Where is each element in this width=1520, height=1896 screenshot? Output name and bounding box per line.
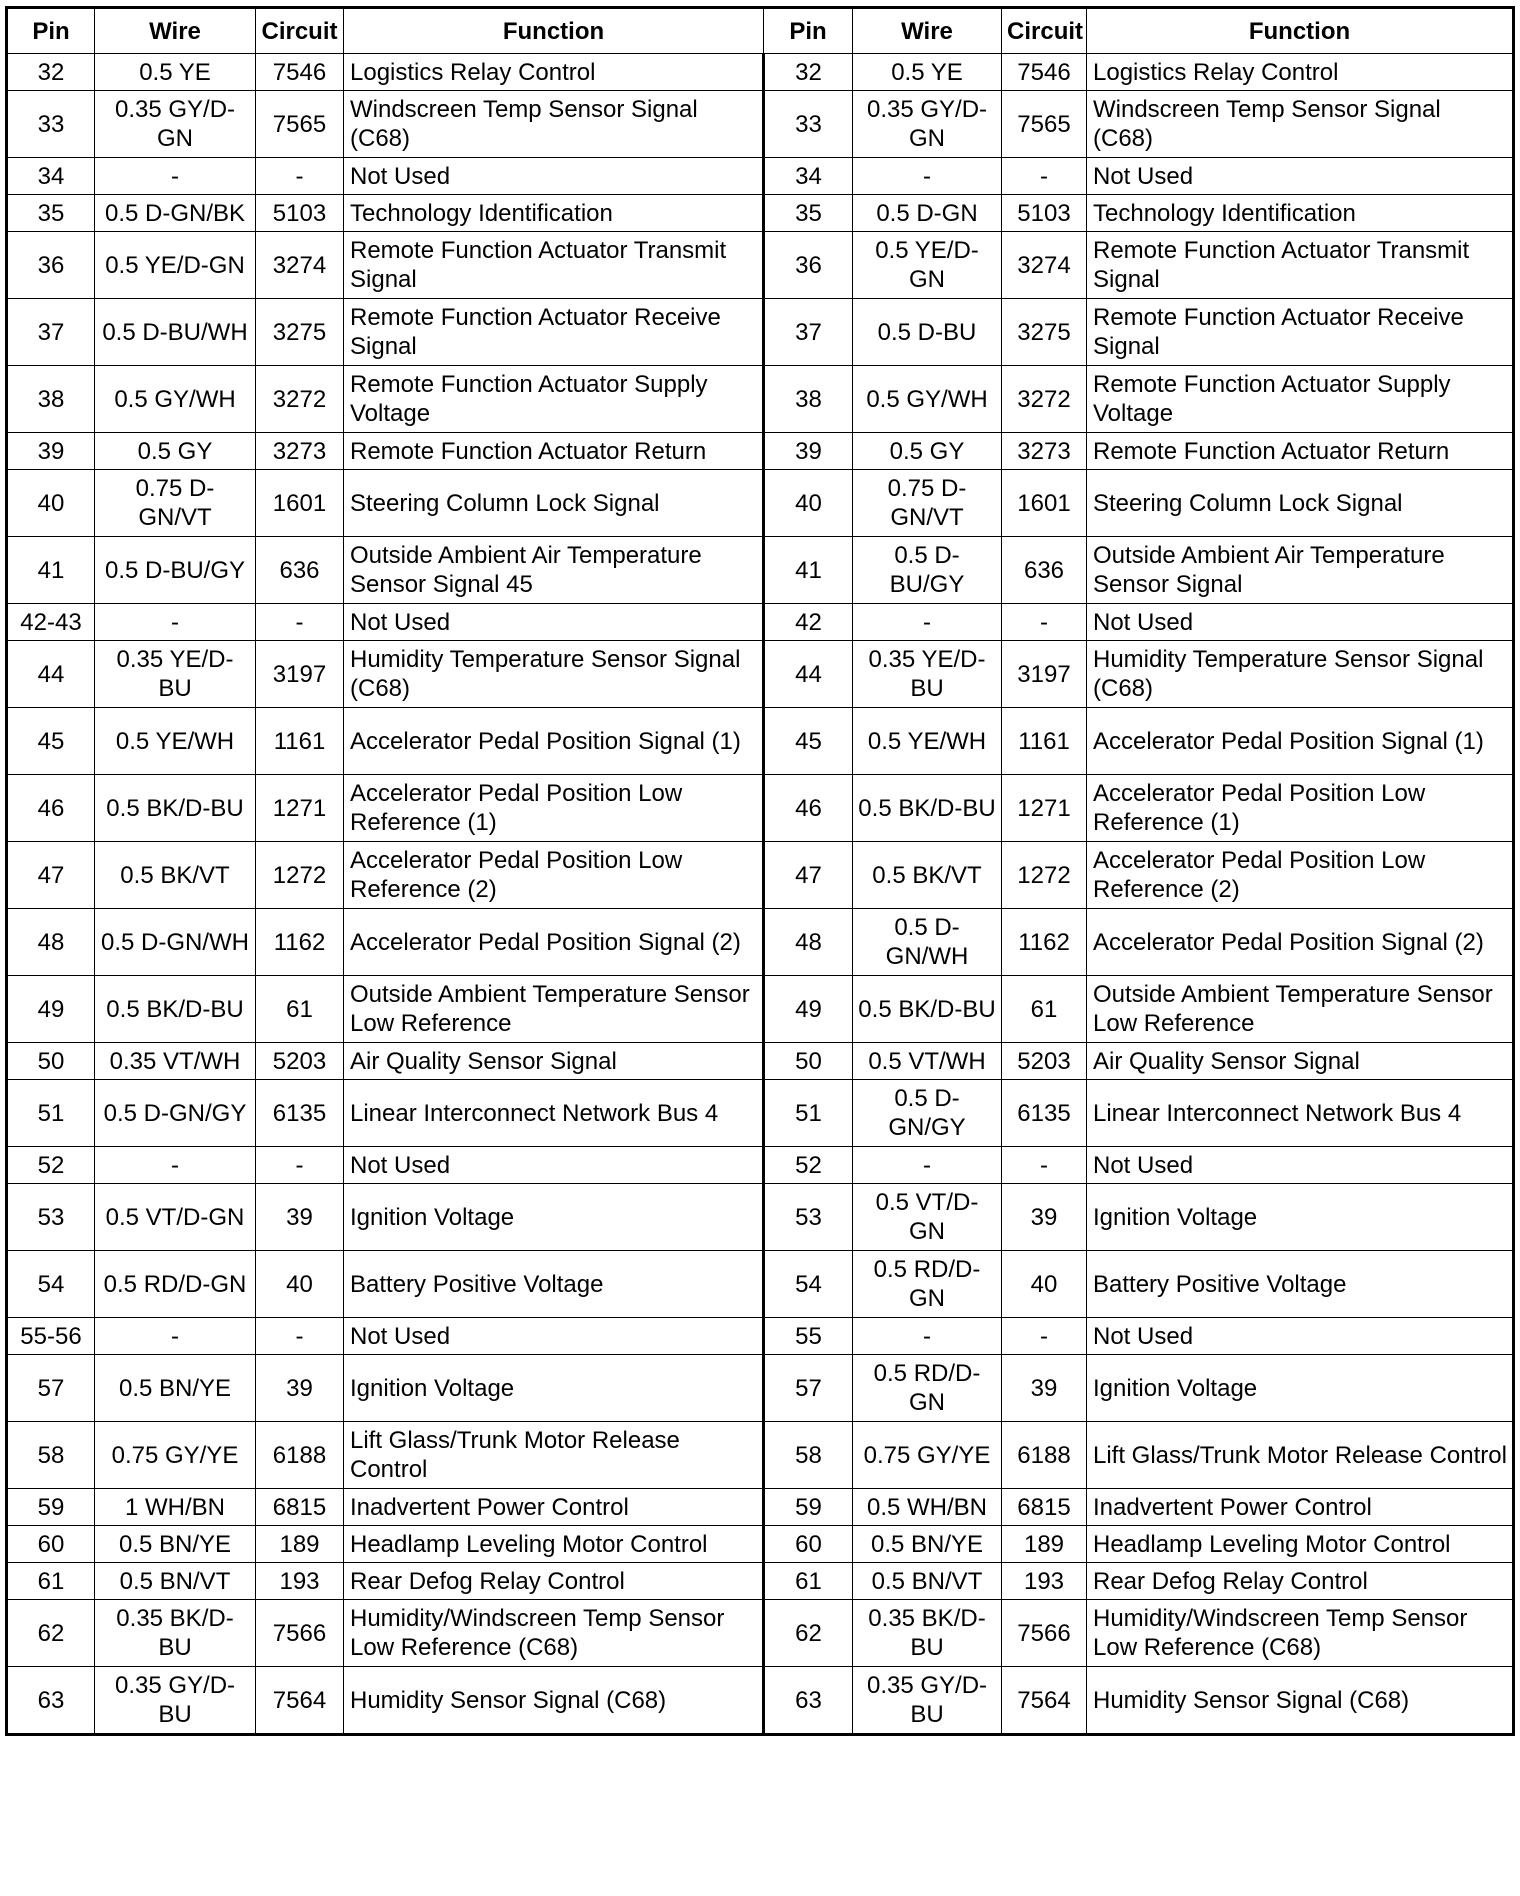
right-pin-cell: 34 bbox=[764, 158, 853, 195]
left-pin-cell: 46 bbox=[7, 775, 95, 842]
right-pin-cell: 51 bbox=[764, 1080, 853, 1147]
left-pin-cell: 33 bbox=[7, 91, 95, 158]
left-wire-cell: 0.5 YE/WH bbox=[95, 708, 256, 775]
left-wire-cell: 0.5 GY/WH bbox=[95, 366, 256, 433]
header-pin-left: Pin bbox=[7, 8, 95, 54]
left-pin-cell: 40 bbox=[7, 470, 95, 537]
left-circuit-cell: 7546 bbox=[256, 54, 344, 91]
right-function-cell: Steering Column Lock Signal bbox=[1087, 470, 1514, 537]
right-function-cell: Rear Defog Relay Control bbox=[1087, 1563, 1514, 1600]
left-wire-cell: 1 WH/BN bbox=[95, 1489, 256, 1526]
right-function-cell: Battery Positive Voltage bbox=[1087, 1251, 1514, 1318]
left-pin-cell: 38 bbox=[7, 366, 95, 433]
right-function-cell: Technology Identification bbox=[1087, 195, 1514, 232]
left-pin-cell: 59 bbox=[7, 1489, 95, 1526]
pinout-table bbox=[5, 6, 1515, 1736]
right-wire-cell: - bbox=[853, 604, 1002, 641]
left-circuit-cell: 3275 bbox=[256, 299, 344, 366]
left-pin-cell: 42-43 bbox=[7, 604, 95, 641]
right-wire-cell: 0.5 D-GN/WH bbox=[853, 909, 1002, 976]
left-function-cell: Accelerator Pedal Position Low Reference (1) bbox=[344, 775, 764, 842]
right-pin-cell: 50 bbox=[764, 1043, 853, 1080]
left-wire-cell: 0.5 VT/D-GN bbox=[95, 1184, 256, 1251]
table-row bbox=[7, 54, 1514, 91]
right-wire-cell: 0.5 BN/YE bbox=[853, 1526, 1002, 1563]
left-function-cell: Not Used bbox=[344, 1318, 764, 1355]
right-wire-cell: - bbox=[853, 158, 1002, 195]
right-wire-cell: 0.5 RD/D-GN bbox=[853, 1251, 1002, 1318]
right-pin-cell: 61 bbox=[764, 1563, 853, 1600]
right-circuit-cell: 1162 bbox=[1002, 909, 1087, 976]
right-function-cell: Headlamp Leveling Motor Control bbox=[1087, 1526, 1514, 1563]
left-pin-cell: 47 bbox=[7, 842, 95, 909]
right-circuit-cell: 39 bbox=[1002, 1184, 1087, 1251]
right-circuit-cell: 3197 bbox=[1002, 641, 1087, 708]
table-row bbox=[7, 976, 1514, 1043]
left-function-cell: Headlamp Leveling Motor Control bbox=[344, 1526, 764, 1563]
right-circuit-cell: - bbox=[1002, 1318, 1087, 1355]
left-wire-cell: 0.5 D-GN/GY bbox=[95, 1080, 256, 1147]
table-row bbox=[7, 909, 1514, 976]
left-circuit-cell: 7565 bbox=[256, 91, 344, 158]
right-circuit-cell: 1272 bbox=[1002, 842, 1087, 909]
left-pin-cell: 34 bbox=[7, 158, 95, 195]
right-circuit-cell: 6135 bbox=[1002, 1080, 1087, 1147]
table-row bbox=[7, 433, 1514, 470]
right-circuit-cell: 7565 bbox=[1002, 91, 1087, 158]
left-circuit-cell: 1161 bbox=[256, 708, 344, 775]
left-function-cell: Technology Identification bbox=[344, 195, 764, 232]
right-pin-cell: 59 bbox=[764, 1489, 853, 1526]
right-pin-cell: 62 bbox=[764, 1600, 853, 1667]
left-pin-cell: 32 bbox=[7, 54, 95, 91]
right-circuit-cell: - bbox=[1002, 158, 1087, 195]
left-pin-cell: 48 bbox=[7, 909, 95, 976]
left-wire-cell: 0.5 YE bbox=[95, 54, 256, 91]
left-wire-cell: - bbox=[95, 1147, 256, 1184]
left-pin-cell: 50 bbox=[7, 1043, 95, 1080]
right-circuit-cell: 193 bbox=[1002, 1563, 1087, 1600]
left-circuit-cell: 39 bbox=[256, 1184, 344, 1251]
table-row bbox=[7, 1600, 1514, 1667]
right-circuit-cell: 3274 bbox=[1002, 232, 1087, 299]
table-row bbox=[7, 1526, 1514, 1563]
left-pin-cell: 60 bbox=[7, 1526, 95, 1563]
left-wire-cell: 0.35 GY/D-GN bbox=[95, 91, 256, 158]
left-function-cell: Remote Function Actuator Transmit Signal bbox=[344, 232, 764, 299]
left-wire-cell: 0.5 YE/D-GN bbox=[95, 232, 256, 299]
right-function-cell: Remote Function Actuator Supply Voltage bbox=[1087, 366, 1514, 433]
right-function-cell: Accelerator Pedal Position Low Reference (2) bbox=[1087, 842, 1514, 909]
left-function-cell: Ignition Voltage bbox=[344, 1184, 764, 1251]
right-pin-cell: 49 bbox=[764, 976, 853, 1043]
right-function-cell: Lift Glass/Trunk Motor Release Control bbox=[1087, 1422, 1514, 1489]
right-circuit-cell: 3272 bbox=[1002, 366, 1087, 433]
right-pin-cell: 42 bbox=[764, 604, 853, 641]
right-pin-cell: 54 bbox=[764, 1251, 853, 1318]
left-wire-cell: 0.5 GY bbox=[95, 433, 256, 470]
left-pin-cell: 52 bbox=[7, 1147, 95, 1184]
left-circuit-cell: 5203 bbox=[256, 1043, 344, 1080]
left-circuit-cell: 3272 bbox=[256, 366, 344, 433]
right-function-cell: Remote Function Actuator Receive Signal bbox=[1087, 299, 1514, 366]
left-wire-cell: 0.5 BK/D-BU bbox=[95, 775, 256, 842]
header-wire-left: Wire bbox=[95, 8, 256, 54]
right-wire-cell: 0.5 BK/VT bbox=[853, 842, 1002, 909]
right-function-cell: Outside Ambient Air Temperature Sensor Signal bbox=[1087, 537, 1514, 604]
header-wire-right: Wire bbox=[853, 8, 1002, 54]
left-pin-cell: 39 bbox=[7, 433, 95, 470]
left-pin-cell: 36 bbox=[7, 232, 95, 299]
right-circuit-cell: 39 bbox=[1002, 1355, 1087, 1422]
left-circuit-cell: 6135 bbox=[256, 1080, 344, 1147]
header-function-left: Function bbox=[344, 8, 764, 54]
left-circuit-cell: 1601 bbox=[256, 470, 344, 537]
right-circuit-cell: 1271 bbox=[1002, 775, 1087, 842]
right-function-cell: Remote Function Actuator Return bbox=[1087, 433, 1514, 470]
pinout-rows bbox=[7, 54, 1514, 1735]
table-row bbox=[7, 641, 1514, 708]
left-function-cell: Inadvertent Power Control bbox=[344, 1489, 764, 1526]
right-function-cell: Remote Function Actuator Transmit Signal bbox=[1087, 232, 1514, 299]
right-function-cell: Accelerator Pedal Position Signal (2) bbox=[1087, 909, 1514, 976]
header-pin-right: Pin bbox=[764, 8, 853, 54]
table-row bbox=[7, 775, 1514, 842]
right-function-cell: Linear Interconnect Network Bus 4 bbox=[1087, 1080, 1514, 1147]
right-pin-cell: 36 bbox=[764, 232, 853, 299]
left-circuit-cell: - bbox=[256, 604, 344, 641]
left-function-cell: Not Used bbox=[344, 604, 764, 641]
right-circuit-cell: - bbox=[1002, 604, 1087, 641]
right-wire-cell: 0.5 GY bbox=[853, 433, 1002, 470]
right-wire-cell: 0.75 GY/YE bbox=[853, 1422, 1002, 1489]
left-function-cell: Remote Function Actuator Supply Voltage bbox=[344, 366, 764, 433]
right-pin-cell: 45 bbox=[764, 708, 853, 775]
table-row bbox=[7, 842, 1514, 909]
left-function-cell: Accelerator Pedal Position Low Reference (2) bbox=[344, 842, 764, 909]
right-pin-cell: 57 bbox=[764, 1355, 853, 1422]
left-pin-cell: 45 bbox=[7, 708, 95, 775]
table-row bbox=[7, 1251, 1514, 1318]
right-function-cell: Inadvertent Power Control bbox=[1087, 1489, 1514, 1526]
table-row bbox=[7, 537, 1514, 604]
left-function-cell: Lift Glass/Trunk Motor Release Control bbox=[344, 1422, 764, 1489]
right-pin-cell: 48 bbox=[764, 909, 853, 976]
left-circuit-cell: 1271 bbox=[256, 775, 344, 842]
header-function-right: Function bbox=[1087, 8, 1514, 54]
left-pin-cell: 58 bbox=[7, 1422, 95, 1489]
right-wire-cell: 0.5 YE/D-GN bbox=[853, 232, 1002, 299]
right-wire-cell: 0.5 D-BU bbox=[853, 299, 1002, 366]
table-row bbox=[7, 470, 1514, 537]
left-wire-cell: - bbox=[95, 604, 256, 641]
right-circuit-cell: 5103 bbox=[1002, 195, 1087, 232]
left-wire-cell: 0.5 D-BU/GY bbox=[95, 537, 256, 604]
left-function-cell: Outside Ambient Air Temperature Sensor Signal 45 bbox=[344, 537, 764, 604]
left-wire-cell: 0.5 BN/YE bbox=[95, 1526, 256, 1563]
left-circuit-cell: - bbox=[256, 158, 344, 195]
right-function-cell: Ignition Voltage bbox=[1087, 1184, 1514, 1251]
left-circuit-cell: 3274 bbox=[256, 232, 344, 299]
right-circuit-cell: - bbox=[1002, 1147, 1087, 1184]
right-function-cell: Windscreen Temp Sensor Signal (C68) bbox=[1087, 91, 1514, 158]
right-function-cell: Not Used bbox=[1087, 1147, 1514, 1184]
right-function-cell: Humidity Temperature Sensor Signal (C68) bbox=[1087, 641, 1514, 708]
left-wire-cell: 0.35 GY/D-BU bbox=[95, 1667, 256, 1735]
left-function-cell: Linear Interconnect Network Bus 4 bbox=[344, 1080, 764, 1147]
right-function-cell: Ignition Voltage bbox=[1087, 1355, 1514, 1422]
right-pin-cell: 44 bbox=[764, 641, 853, 708]
left-function-cell: Accelerator Pedal Position Signal (2) bbox=[344, 909, 764, 976]
right-wire-cell: 0.35 GY/D-BU bbox=[853, 1667, 1002, 1735]
right-wire-cell: - bbox=[853, 1318, 1002, 1355]
left-circuit-cell: 3197 bbox=[256, 641, 344, 708]
left-function-cell: Rear Defog Relay Control bbox=[344, 1563, 764, 1600]
left-pin-cell: 62 bbox=[7, 1600, 95, 1667]
right-wire-cell: 0.5 WH/BN bbox=[853, 1489, 1002, 1526]
left-circuit-cell: 6815 bbox=[256, 1489, 344, 1526]
left-pin-cell: 49 bbox=[7, 976, 95, 1043]
left-pin-cell: 41 bbox=[7, 537, 95, 604]
right-function-cell: Not Used bbox=[1087, 1318, 1514, 1355]
left-circuit-cell: 40 bbox=[256, 1251, 344, 1318]
right-function-cell: Not Used bbox=[1087, 604, 1514, 641]
right-circuit-cell: 40 bbox=[1002, 1251, 1087, 1318]
table-row bbox=[7, 1043, 1514, 1080]
left-function-cell: Accelerator Pedal Position Signal (1) bbox=[344, 708, 764, 775]
left-pin-cell: 55-56 bbox=[7, 1318, 95, 1355]
left-wire-cell: - bbox=[95, 158, 256, 195]
left-pin-cell: 53 bbox=[7, 1184, 95, 1251]
right-circuit-cell: 3275 bbox=[1002, 299, 1087, 366]
table-row bbox=[7, 366, 1514, 433]
table-row bbox=[7, 1355, 1514, 1422]
left-circuit-cell: 1272 bbox=[256, 842, 344, 909]
right-pin-cell: 53 bbox=[764, 1184, 853, 1251]
right-pin-cell: 55 bbox=[764, 1318, 853, 1355]
left-circuit-cell: 5103 bbox=[256, 195, 344, 232]
left-circuit-cell: 39 bbox=[256, 1355, 344, 1422]
left-function-cell: Humidity/Windscreen Temp Sensor Low Reference (C68) bbox=[344, 1600, 764, 1667]
left-wire-cell: 0.75 D-GN/VT bbox=[95, 470, 256, 537]
left-circuit-cell: 7564 bbox=[256, 1667, 344, 1735]
right-circuit-cell: 3273 bbox=[1002, 433, 1087, 470]
right-pin-cell: 41 bbox=[764, 537, 853, 604]
right-function-cell: Accelerator Pedal Position Low Reference (1) bbox=[1087, 775, 1514, 842]
table-row bbox=[7, 1667, 1514, 1735]
right-wire-cell: 0.5 RD/D-GN bbox=[853, 1355, 1002, 1422]
right-wire-cell: 0.5 GY/WH bbox=[853, 366, 1002, 433]
right-pin-cell: 47 bbox=[764, 842, 853, 909]
right-function-cell: Outside Ambient Temperature Sensor Low Reference bbox=[1087, 976, 1514, 1043]
table-row bbox=[7, 158, 1514, 195]
right-wire-cell: - bbox=[853, 1147, 1002, 1184]
right-wire-cell: 0.5 BN/VT bbox=[853, 1563, 1002, 1600]
left-wire-cell: 0.5 D-GN/WH bbox=[95, 909, 256, 976]
left-wire-cell: 0.35 BK/D-BU bbox=[95, 1600, 256, 1667]
left-wire-cell: 0.5 D-GN/BK bbox=[95, 195, 256, 232]
table-row bbox=[7, 604, 1514, 641]
left-wire-cell: 0.5 BK/VT bbox=[95, 842, 256, 909]
table-row bbox=[7, 91, 1514, 158]
right-wire-cell: 0.35 BK/D-BU bbox=[853, 1600, 1002, 1667]
right-wire-cell: 0.5 VT/D-GN bbox=[853, 1184, 1002, 1251]
left-circuit-cell: 193 bbox=[256, 1563, 344, 1600]
header-row bbox=[7, 8, 1514, 54]
right-wire-cell: 0.5 D-GN bbox=[853, 195, 1002, 232]
right-wire-cell: 0.5 YE/WH bbox=[853, 708, 1002, 775]
left-pin-cell: 51 bbox=[7, 1080, 95, 1147]
left-pin-cell: 57 bbox=[7, 1355, 95, 1422]
left-circuit-cell: 6188 bbox=[256, 1422, 344, 1489]
right-pin-cell: 58 bbox=[764, 1422, 853, 1489]
right-circuit-cell: 1161 bbox=[1002, 708, 1087, 775]
right-wire-cell: 0.5 D-GN/GY bbox=[853, 1080, 1002, 1147]
left-pin-cell: 37 bbox=[7, 299, 95, 366]
left-wire-cell: 0.75 GY/YE bbox=[95, 1422, 256, 1489]
left-pin-cell: 61 bbox=[7, 1563, 95, 1600]
right-circuit-cell: 1601 bbox=[1002, 470, 1087, 537]
right-function-cell: Logistics Relay Control bbox=[1087, 54, 1514, 91]
table-row bbox=[7, 1489, 1514, 1526]
right-wire-cell: 0.5 BK/D-BU bbox=[853, 976, 1002, 1043]
right-circuit-cell: 6188 bbox=[1002, 1422, 1087, 1489]
left-circuit-cell: 7566 bbox=[256, 1600, 344, 1667]
left-wire-cell: 0.5 D-BU/WH bbox=[95, 299, 256, 366]
left-function-cell: Remote Function Actuator Return bbox=[344, 433, 764, 470]
right-pin-cell: 32 bbox=[764, 54, 853, 91]
left-circuit-cell: 3273 bbox=[256, 433, 344, 470]
table-row bbox=[7, 232, 1514, 299]
right-pin-cell: 40 bbox=[764, 470, 853, 537]
right-pin-cell: 37 bbox=[764, 299, 853, 366]
right-circuit-cell: 6815 bbox=[1002, 1489, 1087, 1526]
table-row bbox=[7, 1422, 1514, 1489]
left-function-cell: Air Quality Sensor Signal bbox=[344, 1043, 764, 1080]
right-wire-cell: 0.5 BK/D-BU bbox=[853, 775, 1002, 842]
left-pin-cell: 54 bbox=[7, 1251, 95, 1318]
right-function-cell: Humidity/Windscreen Temp Sensor Low Reference (C68) bbox=[1087, 1600, 1514, 1667]
left-circuit-cell: 1162 bbox=[256, 909, 344, 976]
table-row bbox=[7, 299, 1514, 366]
left-function-cell: Humidity Sensor Signal (C68) bbox=[344, 1667, 764, 1735]
table-row bbox=[7, 708, 1514, 775]
right-circuit-cell: 7546 bbox=[1002, 54, 1087, 91]
right-circuit-cell: 7564 bbox=[1002, 1667, 1087, 1735]
left-function-cell: Battery Positive Voltage bbox=[344, 1251, 764, 1318]
table-row bbox=[7, 1318, 1514, 1355]
right-wire-cell: 0.75 D-GN/VT bbox=[853, 470, 1002, 537]
right-function-cell: Not Used bbox=[1087, 158, 1514, 195]
right-circuit-cell: 61 bbox=[1002, 976, 1087, 1043]
left-circuit-cell: 189 bbox=[256, 1526, 344, 1563]
table-row bbox=[7, 1147, 1514, 1184]
header-circuit-left: Circuit bbox=[256, 8, 344, 54]
table-row bbox=[7, 1184, 1514, 1251]
right-pin-cell: 60 bbox=[764, 1526, 853, 1563]
left-circuit-cell: 636 bbox=[256, 537, 344, 604]
left-pin-cell: 35 bbox=[7, 195, 95, 232]
left-wire-cell: 0.5 RD/D-GN bbox=[95, 1251, 256, 1318]
left-wire-cell: 0.35 VT/WH bbox=[95, 1043, 256, 1080]
left-function-cell: Outside Ambient Temperature Sensor Low Reference bbox=[344, 976, 764, 1043]
right-wire-cell: 0.5 VT/WH bbox=[853, 1043, 1002, 1080]
right-circuit-cell: 5203 bbox=[1002, 1043, 1087, 1080]
right-function-cell: Humidity Sensor Signal (C68) bbox=[1087, 1667, 1514, 1735]
left-function-cell: Logistics Relay Control bbox=[344, 54, 764, 91]
left-function-cell: Not Used bbox=[344, 1147, 764, 1184]
connector-pinout-sheet bbox=[5, 6, 1512, 1890]
right-wire-cell: 0.5 YE bbox=[853, 54, 1002, 91]
right-function-cell: Air Quality Sensor Signal bbox=[1087, 1043, 1514, 1080]
right-pin-cell: 39 bbox=[764, 433, 853, 470]
left-circuit-cell: - bbox=[256, 1147, 344, 1184]
right-circuit-cell: 7566 bbox=[1002, 1600, 1087, 1667]
right-pin-cell: 35 bbox=[764, 195, 853, 232]
right-pin-cell: 52 bbox=[764, 1147, 853, 1184]
left-function-cell: Steering Column Lock Signal bbox=[344, 470, 764, 537]
right-wire-cell: 0.5 D-BU/GY bbox=[853, 537, 1002, 604]
left-pin-cell: 44 bbox=[7, 641, 95, 708]
table-row bbox=[7, 1080, 1514, 1147]
table-row bbox=[7, 1563, 1514, 1600]
table-row bbox=[7, 195, 1514, 232]
left-wire-cell: 0.5 BN/VT bbox=[95, 1563, 256, 1600]
left-function-cell: Humidity Temperature Sensor Signal (C68) bbox=[344, 641, 764, 708]
left-function-cell: Remote Function Actuator Receive Signal bbox=[344, 299, 764, 366]
right-wire-cell: 0.35 YE/D-BU bbox=[853, 641, 1002, 708]
right-pin-cell: 46 bbox=[764, 775, 853, 842]
left-wire-cell: - bbox=[95, 1318, 256, 1355]
right-circuit-cell: 189 bbox=[1002, 1526, 1087, 1563]
right-pin-cell: 63 bbox=[764, 1667, 853, 1735]
left-wire-cell: 0.35 YE/D-BU bbox=[95, 641, 256, 708]
right-pin-cell: 38 bbox=[764, 366, 853, 433]
right-function-cell: Accelerator Pedal Position Signal (1) bbox=[1087, 708, 1514, 775]
left-function-cell: Ignition Voltage bbox=[344, 1355, 764, 1422]
left-circuit-cell: - bbox=[256, 1318, 344, 1355]
left-wire-cell: 0.5 BK/D-BU bbox=[95, 976, 256, 1043]
left-function-cell: Windscreen Temp Sensor Signal (C68) bbox=[344, 91, 764, 158]
right-circuit-cell: 636 bbox=[1002, 537, 1087, 604]
header-circuit-right: Circuit bbox=[1002, 8, 1087, 54]
left-circuit-cell: 61 bbox=[256, 976, 344, 1043]
left-function-cell: Not Used bbox=[344, 158, 764, 195]
left-pin-cell: 63 bbox=[7, 1667, 95, 1735]
left-wire-cell: 0.5 BN/YE bbox=[95, 1355, 256, 1422]
right-wire-cell: 0.35 GY/D-GN bbox=[853, 91, 1002, 158]
right-pin-cell: 33 bbox=[764, 91, 853, 158]
